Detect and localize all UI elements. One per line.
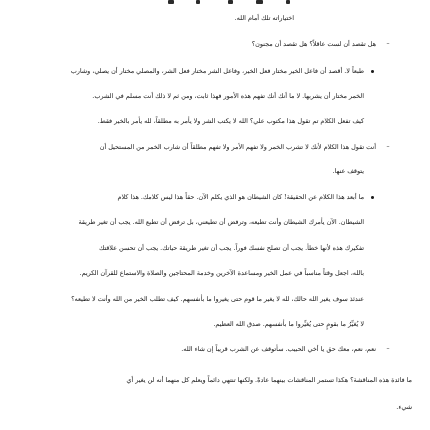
dialogue-line: نعم، نعم، معك حق يا أخي الحبيب. سأتوقف عن الشرب قريباً إن شاء الله. <box>181 345 376 353</box>
paragraph-line: طبعاً لا. أقصد أن فاعل الخير مختار فعل الخير، وفاعل الشر مختار فعل الشر، والمصلي مختار أن يصلي، وشارب <box>70 67 364 75</box>
paragraph-line: ما فائدة هذه المناقشة؟ هكذا تستمر المناقشات بينهما عادةً. ولكنها تنتهي دائماً ويعلم كل منهما أنه لن يغير أي <box>126 376 412 384</box>
cropped-text-fragment <box>196 0 200 4</box>
paragraph-line: تفكيرك هذه لأنها خطأ. يجب أن تصلح نفسك فوراً. يجب أن تغير طريقة حياتك. يجب أن تحسن علاقتك <box>98 244 364 252</box>
paragraph-line: الخمر مختار أن يشربها. لا ما أنك أنك تفهم هذه الأمور فهذا ثابت، ومن ثم لا ذلك أنت مسلم في الشرب. <box>92 92 364 100</box>
quran-verse-line: لا يُغيِّرُ ما بقومٍ حتى يُغيِّروا ما بأنفسهم. صدق الله العظيم. <box>213 320 364 328</box>
cropped-text-fragment <box>168 0 174 4</box>
dash-marker: – <box>386 40 390 47</box>
paragraph-line: كيف تفعل الكلام تم تقول هذا مكتوب علي؟ الله لا يكتب الشر ولا يأمر به مطلقاً، لله يأمر بالخير فقط. <box>97 117 364 125</box>
bullet-icon <box>371 196 374 199</box>
cropped-text-fragment <box>228 0 233 4</box>
cropped-text-fragment <box>256 0 263 4</box>
dialogue-line: هل تقصد أن لست عاقلاً؟ هل تقصد أن مجنون؟ <box>251 40 376 48</box>
paragraph-line: بالله، اجعل وقتاً مناسباً في عمل الخير ومساعدة الآخرين وخدمة المحتاجين والصلاة والاستماع للقرآن الكريم. <box>79 269 364 277</box>
bullet-icon <box>371 70 374 73</box>
dialogue-line: أنت تقول هذا الكلام لأنك لا تشرب الخمر ولا تفهم الأمر ولا تفهم مطلقاً أن شارب الخمر من المستحيل أن <box>99 143 376 151</box>
paragraph-line: شيء. <box>396 403 412 411</box>
cropped-text-fragment <box>286 0 290 4</box>
paragraph-line: الشيطان. الآن يأمرك الشيطان وأنت تطيعه، وترفض أن تطيعني، بل ترفض أن تطيع الله. يجب أن تغير طريقة <box>78 218 364 226</box>
paragraph-line: اختياراته تلك أمام الله. <box>234 14 294 22</box>
paragraph-line: يتوقف عنها. <box>332 167 364 175</box>
paragraph-line: عندئذ سوف يغير الله حالك، لله لا يغير ما قوم حتى يغيروا ما بأنفسهم. كيف تطلب الخير من الله وأنت لا تطيعه؟ <box>71 295 364 303</box>
dash-marker: – <box>386 345 390 352</box>
dash-marker: – <box>386 143 390 150</box>
paragraph-line: ما أبعد هذا الكلام عن الحقيقة! كان الشيطان هو الذي يكلم الآن. حقاً هذا ليس كلامك. هذا كلام <box>117 193 364 201</box>
